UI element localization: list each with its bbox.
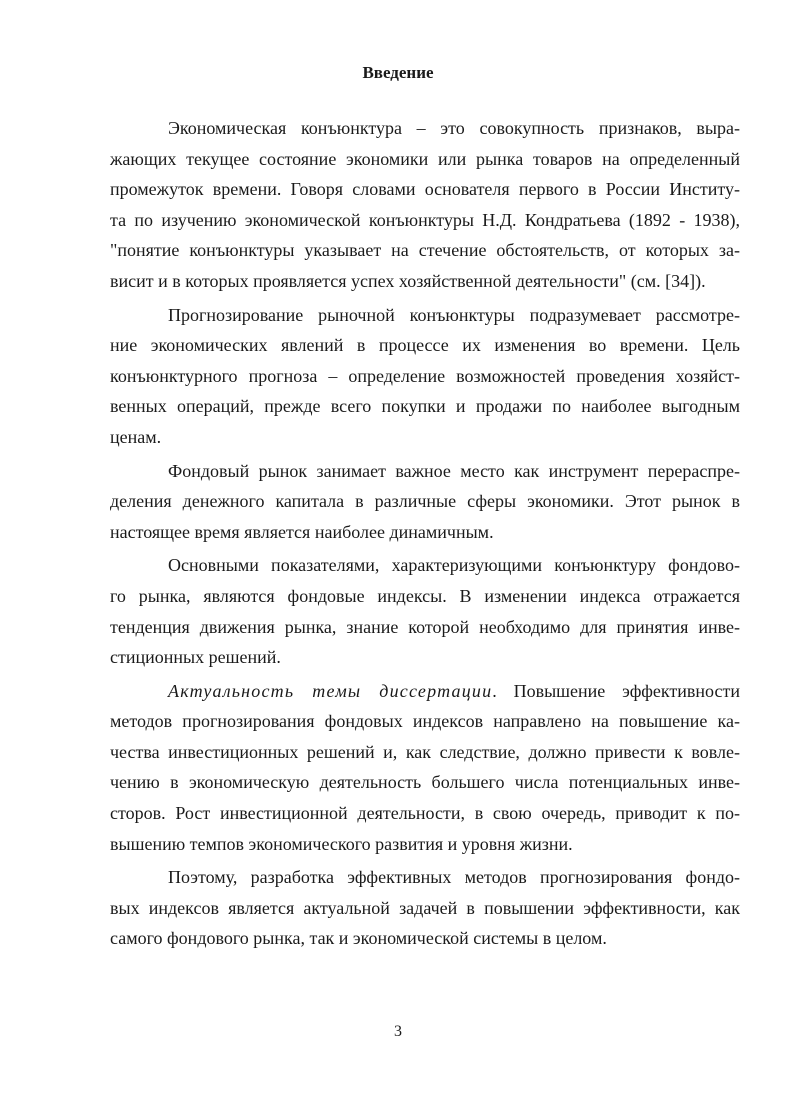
paragraph-5 xyxy=(110,676,740,860)
text-line: Основными показателями, характеризующими конъюнктуру фондово- xyxy=(168,555,740,576)
body-text xyxy=(110,113,740,954)
text-line: ние экономических явлений в процессе их изменения во времени. Цель xyxy=(110,335,740,356)
text-line: венных операций, прежде всего покупки и продажи по наиболее выгодным xyxy=(110,396,740,417)
text-line: та по изучению экономической конъюнктуры Н.Д. Кондратьева (1892 - 1938), xyxy=(110,209,740,230)
section-title: Введение xyxy=(362,63,434,82)
paragraph-3 xyxy=(110,456,740,548)
text-line xyxy=(110,676,740,707)
paragraph-1 xyxy=(110,113,740,297)
text-line: жающих текущее состояние экономики или рынка товаров на определенный xyxy=(110,148,740,169)
text-line: настоящее время является наиболее динамичным. xyxy=(110,521,494,542)
text-fragment: . Повышение эффективности xyxy=(492,680,740,701)
text-line: Поэтому, разработка эффективных методов прогнозирования фондо- xyxy=(168,867,740,888)
text-line: Прогнозирование рыночной конъюнктуры подразумевает рассмотре- xyxy=(168,304,740,325)
text-line: конъюнктурного прогноза – определение возможностей проведения хозяйст- xyxy=(110,365,740,386)
text-line: Экономическая конъюнктура – это совокупность признаков, выра- xyxy=(168,118,740,138)
text-line: сторов. Рост инвестиционной деятельности, в свою очередь, приводит к по- xyxy=(110,803,740,824)
text-line: висит и в которых проявляется успех хозяйственной деятельности" (см. [34]). xyxy=(110,270,706,291)
paragraph-2 xyxy=(110,300,740,453)
text-line: методов прогнозирования фондовых индексов направлено на повышение ка- xyxy=(110,711,740,732)
text-line: "понятие конъюнктуры указывает на стечение обстоятельств, от которых за- xyxy=(110,240,740,261)
text-line: самого фондового рынка, так и экономической системы в целом. xyxy=(110,928,607,949)
text-line: го рынка, являются фондовые индексы. В изменении индекса отражается xyxy=(110,585,740,606)
paragraph-6 xyxy=(110,862,740,954)
text-line: промежуток времени. Говоря словами основателя первого в России Институ- xyxy=(110,179,740,200)
text-line: тенденция движения рынка, знание которой необходимо для принятия инве- xyxy=(110,616,740,637)
text-line: стиционных решений. xyxy=(110,647,281,668)
text-line: Фондовый рынок занимает важное место как инструмент перераспре- xyxy=(168,460,740,481)
text-line: деления денежного капитала в различные сферы экономики. Этот рынок в xyxy=(110,491,740,512)
paragraph-4 xyxy=(110,550,740,672)
text-line: ценам. xyxy=(110,426,162,447)
text-line: вых индексов является актуальной задачей в повышении эффективности, как xyxy=(110,897,740,918)
text-line: чества инвестиционных решений и, как следствие, должно привести к вовле- xyxy=(110,741,740,762)
text-line: вышению темпов экономического развития и уровня жизни. xyxy=(110,833,573,854)
text-line: чению в экономическую деятельность большего числа потенциальных инве- xyxy=(110,772,740,793)
page-number: 3 xyxy=(394,1023,402,1040)
italic-heading: Актуальность темы диссертации xyxy=(168,680,493,701)
